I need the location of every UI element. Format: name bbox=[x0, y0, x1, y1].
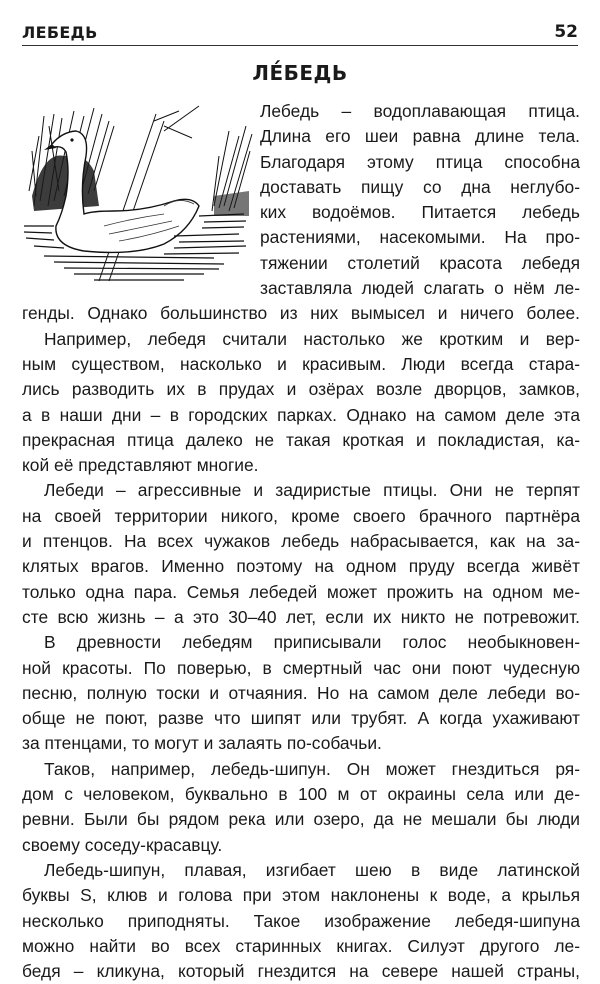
text-line: Лебедь – водоплавающая птица. bbox=[260, 101, 580, 121]
paragraph-2 bbox=[22, 327, 580, 479]
text-line: доставать пищу со дна неглубо- bbox=[260, 176, 580, 197]
paragraph-3 bbox=[22, 478, 580, 630]
text-line: Благодаря этому птица способна bbox=[260, 151, 580, 172]
text-line: лись разводить их в прудах и озёрах возле дворцов, замков, bbox=[22, 379, 580, 400]
text-line: Лебеди – агрессивные и задиристые птицы. Они не терпят bbox=[44, 480, 580, 501]
text-line: Длина его шеи равна длине тела. bbox=[260, 126, 580, 147]
text-line: заставляла людей слагать о нём ле- bbox=[260, 278, 580, 299]
text-line: Например, лебедя считали настолько же кротким и вер- bbox=[44, 328, 580, 349]
text-line: ным существом, насколько и красивым. Люди всегда стара- bbox=[22, 353, 580, 374]
text-line: а в наши дни – в городских парках. Однако на самом деле эта bbox=[22, 404, 580, 425]
text-line: генды. Однако большинство из них вымысел и ничего более. bbox=[22, 303, 580, 324]
text-line: обще не поют, разве что шипят или трубят. А когда ухаживают bbox=[22, 708, 580, 729]
article-title: ЛЕ́БЕДЬ bbox=[252, 61, 348, 85]
text-line: растениями, насекомыми. На про- bbox=[260, 227, 580, 248]
text-line: кой её представляют многие. bbox=[22, 455, 259, 476]
paragraph-1 bbox=[22, 99, 580, 327]
text-line: и птенцов. На всех чужаков лебедь набрасывается, как на за- bbox=[22, 531, 580, 552]
text-line: ревни. Были бы рядом река или озеро, да не мешали бы люди bbox=[22, 809, 580, 830]
text-line: за птенцами, то могут и залаять по-собачьи. bbox=[22, 733, 382, 754]
text-line: бедя – кликуна, который гнездится на севере нашей страны, bbox=[22, 961, 580, 982]
paragraph-6 bbox=[22, 858, 580, 984]
text-line: буквы S, клюв и голова при этом наклонены к воде, а крылья bbox=[22, 885, 580, 906]
text-line: тяжении столетий красота лебедя bbox=[260, 252, 580, 273]
text-line: дом с человеком, буквально в 100 м от окраины села или де- bbox=[22, 784, 580, 805]
text-line: В древности лебедям приписывали голос необыкновен- bbox=[44, 632, 580, 653]
page-number: 52 bbox=[554, 22, 578, 42]
text-line: прекрасная птица далеко не такая кроткая и покладистая, ка- bbox=[22, 429, 580, 450]
text-line: клятых врагов. Именно поэтому на одном пруду всегда живёт bbox=[22, 556, 580, 577]
text-line: сте всю жизнь – а это 30–40 лет, если их никто не потревожит. bbox=[22, 606, 580, 627]
text-line: песню, полную тоски и отчаяния. Но на самом деле лебеди во- bbox=[22, 682, 580, 703]
running-title: ЛЕБЕДЬ bbox=[22, 23, 98, 42]
article-body bbox=[22, 99, 580, 984]
paragraph-4 bbox=[22, 630, 580, 756]
text-line: на своей территории никого, кроме своего брачного партнёра bbox=[22, 505, 580, 526]
text-line: Таков, например, лебедь-шипун. Он может гнездиться ря- bbox=[44, 758, 580, 779]
page-header bbox=[22, 18, 578, 46]
text-line: Лебедь-шипун, плавая, изгибает шею в виде латинской bbox=[44, 859, 580, 880]
text-line: своему соседу-красавцу. bbox=[22, 834, 223, 855]
text-line: ной красоты. По поверью, в смертный час они поют чудесную bbox=[22, 657, 580, 678]
text-line: ких водоёмов. Питается лебедь bbox=[260, 202, 580, 223]
paragraph-5 bbox=[22, 757, 580, 858]
text-line: несколько приподняты. Такое изображение лебедя-шипуна bbox=[22, 910, 580, 931]
text-line: только одна пара. Семья лебедей может прожить на одном ме- bbox=[22, 581, 580, 602]
text-line: можно найти во всех старинных книгах. Силуэт другого ле- bbox=[22, 935, 580, 956]
